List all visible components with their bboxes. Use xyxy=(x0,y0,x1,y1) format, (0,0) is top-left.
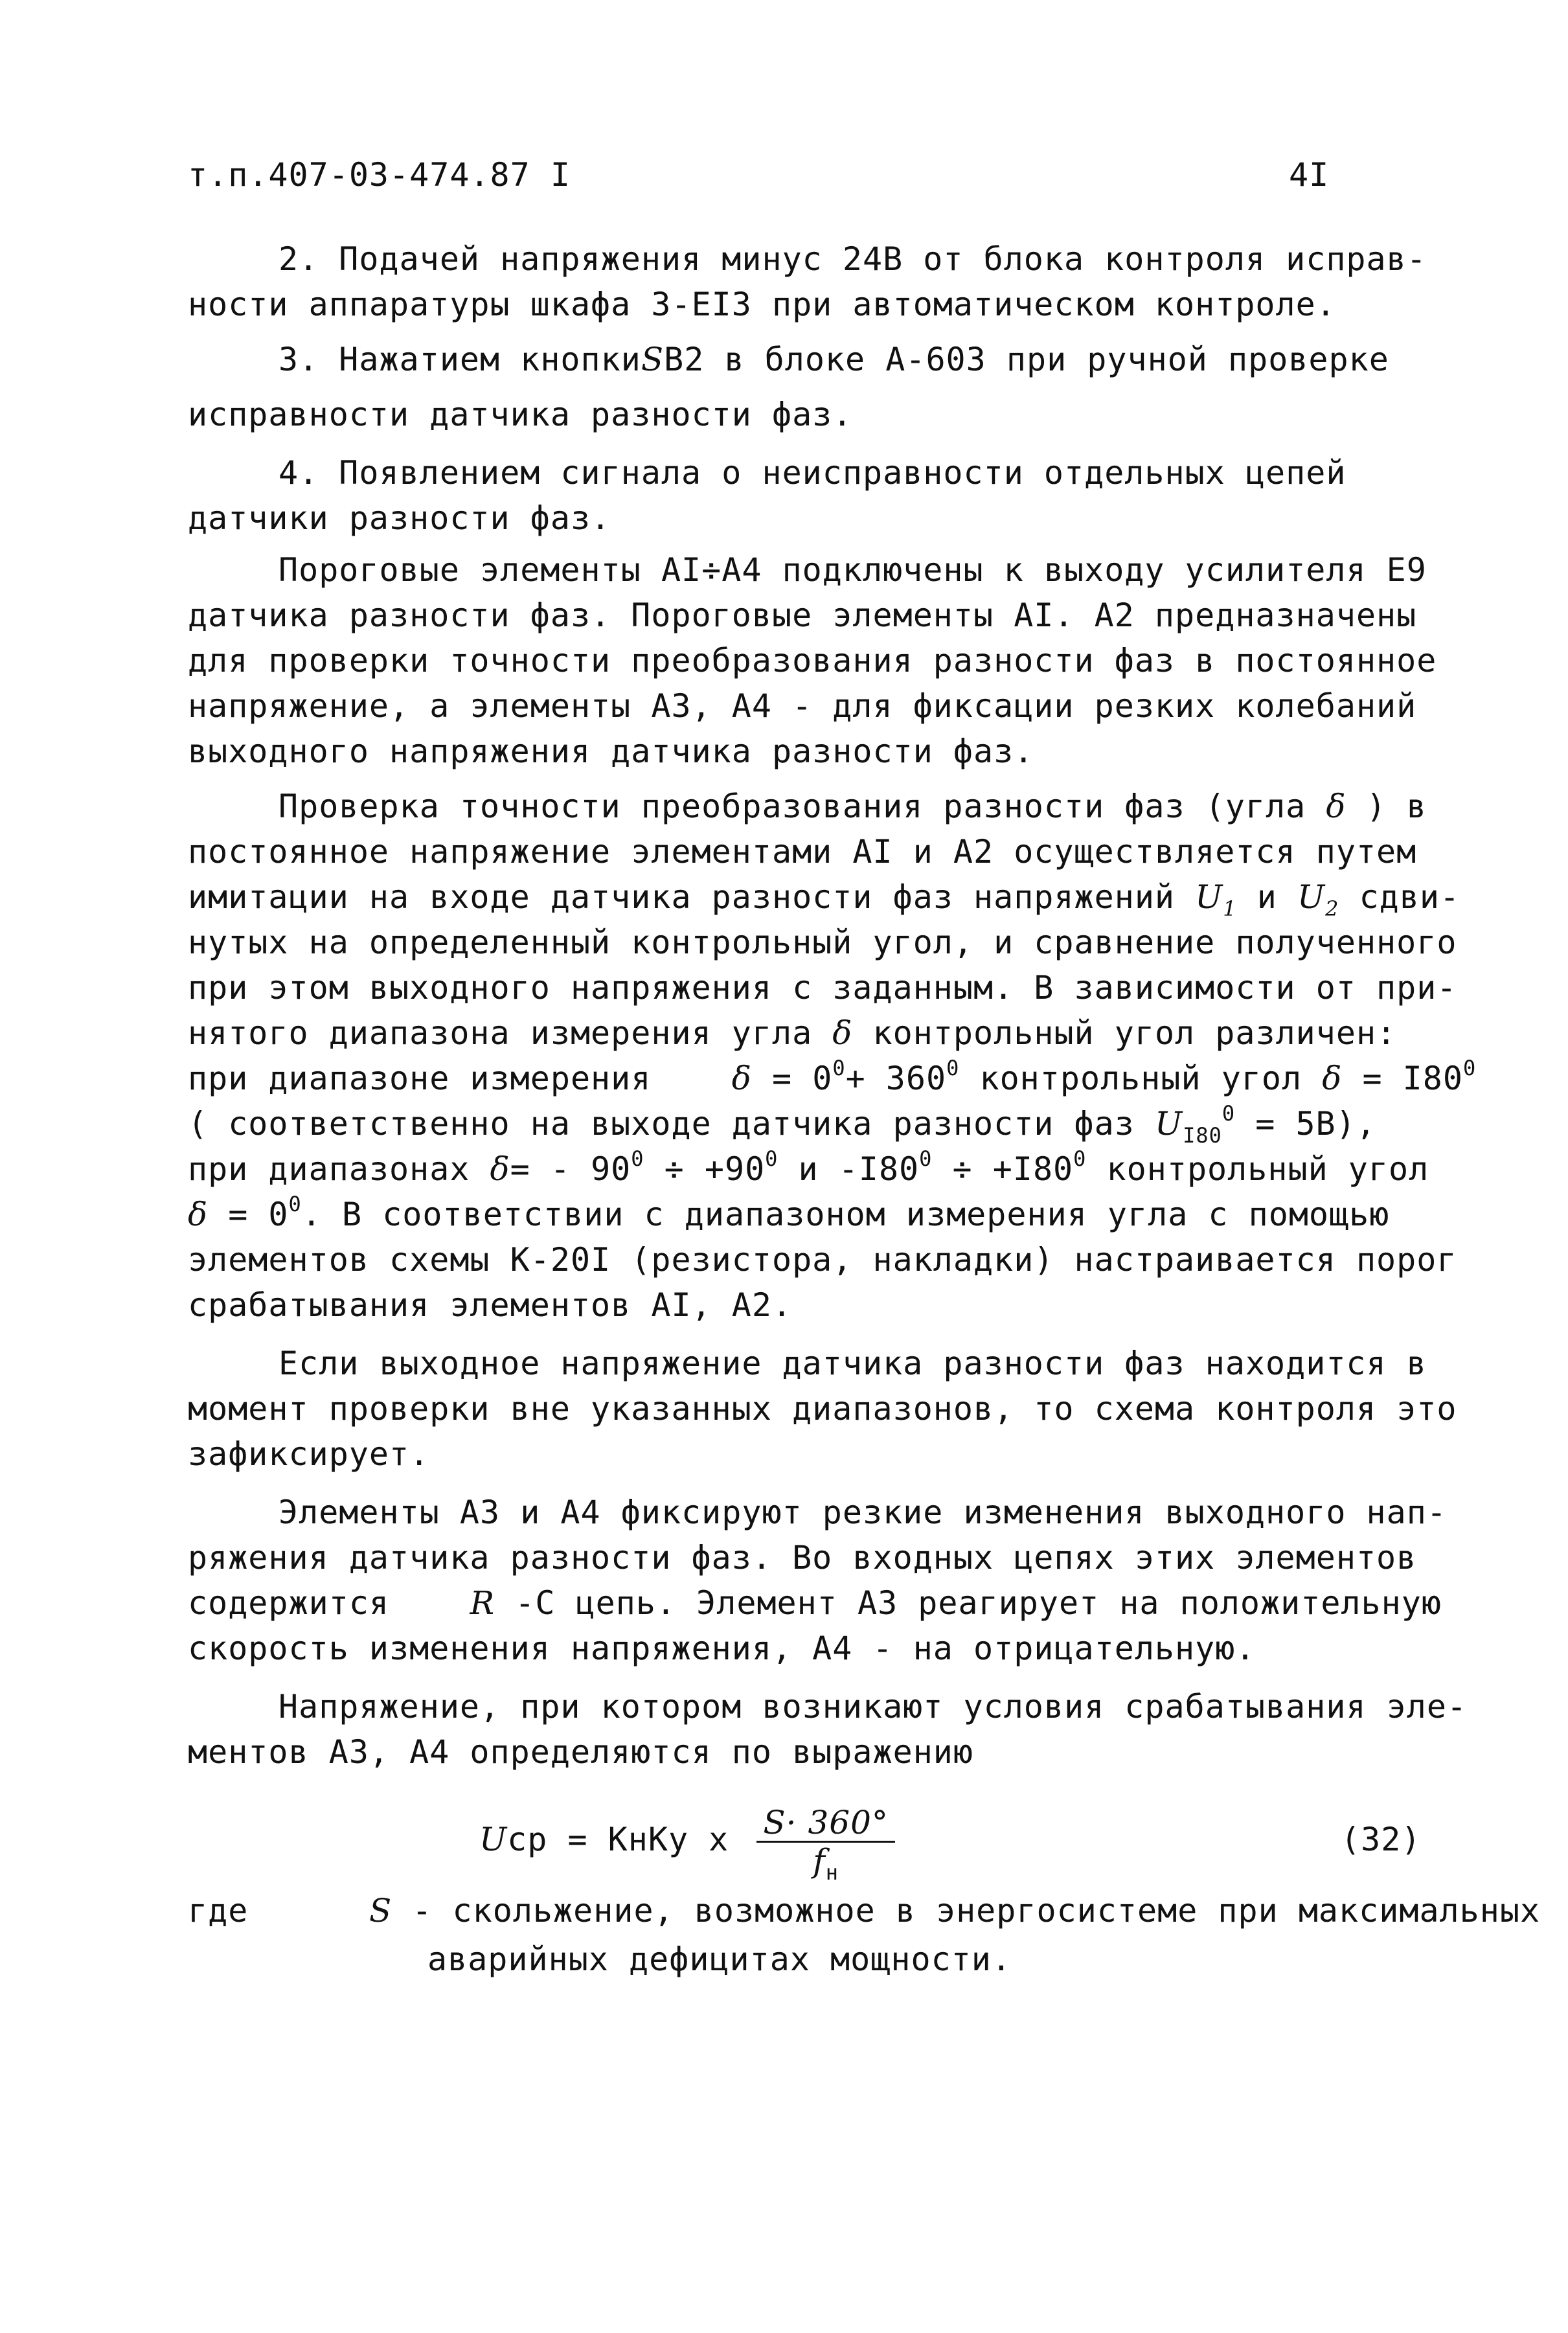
text: контрольный угол xyxy=(1106,1150,1429,1188)
item-4-line-2: датчики разности фаз. xyxy=(188,499,611,537)
page-header xyxy=(188,155,1451,194)
para-3-line-1: Если выходное напряжение датчика разности фаз находится в xyxy=(278,1345,1427,1382)
para-2-line-10 xyxy=(188,1192,1451,1234)
delta-symbol: δ xyxy=(490,1150,510,1188)
text: + 360 xyxy=(845,1060,947,1097)
text: ÷ +I80 xyxy=(952,1150,1074,1188)
para-2-line-11: элементов схемы К-20I (резистора, накладки) настраивается порог xyxy=(188,1241,1457,1279)
degree-sign: 0 xyxy=(946,1056,960,1080)
text: содержится xyxy=(188,1584,390,1622)
para-5-line-1: Напряжение, при котором возникают условия срабатывания эле- xyxy=(278,1688,1468,1725)
delta-symbol: δ xyxy=(188,1196,209,1233)
degree-sign: 0 xyxy=(832,1056,846,1080)
formula-denominator xyxy=(756,1842,894,1885)
u-sub-180: I80 xyxy=(1183,1123,1222,1148)
legend-text-1: - скольжение, возможное в энергосистеме при максимальных xyxy=(412,1892,1541,1929)
item-4-line-1: 4. Появлением сигнала о неисправности отдельных цепей xyxy=(278,454,1346,492)
item-2-line-1: 2. Подачей напряжения минус 24В от блока контроля исправ- xyxy=(278,240,1427,278)
para-3-line-2: момент проверки вне указанных диапазонов, то схема контроля это xyxy=(188,1390,1457,1428)
para-2-line-2: постоянное напряжение элементами АI и А2 осуществляется путем xyxy=(188,833,1417,871)
text: контрольный угол различен: xyxy=(872,1014,1397,1052)
para-2-line-3 xyxy=(188,878,1460,921)
para-2-line-5: при этом выходного напряжения с заданным. В зависимости от при- xyxy=(188,969,1457,1007)
u-symbol: U xyxy=(1154,1105,1183,1143)
text: Проверка точности преобразования разности фаз (угла xyxy=(278,788,1306,825)
text: . В соответствии с диапазоном измерения угла с помощью xyxy=(301,1196,1390,1233)
u-letter: U xyxy=(1297,878,1326,916)
text: = 0 xyxy=(772,1060,833,1097)
item-3-text: 3. Нажатием кнопки xyxy=(278,341,641,378)
degree-sign: 0 xyxy=(631,1146,644,1171)
para-1-line-4: напряжение, а элементы А3, А4 - для фиксации резких колебаний xyxy=(188,687,1417,725)
para-4-line-1: Элементы А3 и А4 фиксируют резкие изменения выходного нап- xyxy=(278,1494,1447,1531)
para-2-line-4: нутых на определенный контрольный угол, и сравнение полученного xyxy=(188,924,1457,961)
para-2-line-8 xyxy=(188,1101,1451,1148)
degree-sign: 0 xyxy=(1221,1101,1236,1126)
para-2-line-9 xyxy=(188,1146,1451,1189)
para-4-line-2: ряжения датчика разности фаз. Во входных цепях этих элементов xyxy=(188,1539,1417,1576)
legend-s-symbol: S xyxy=(369,1892,392,1929)
text: = 5В), xyxy=(1255,1105,1376,1143)
formula-f-sub: н xyxy=(825,1860,839,1885)
degree-sign: 0 xyxy=(288,1192,302,1216)
u2-sub: 2 xyxy=(1325,896,1339,921)
text: = I80 xyxy=(1362,1060,1463,1097)
para-3-line-3: зафиксирует. xyxy=(188,1435,430,1473)
formula-32 xyxy=(479,1794,1256,1885)
text: и -I80 xyxy=(798,1150,920,1188)
equation-number: (32) xyxy=(1341,1821,1422,1858)
legend-line-2: аварийных дефицитах мощности. xyxy=(427,1940,1012,1978)
page-number-box xyxy=(1289,155,1367,194)
formula-u-sub: ср xyxy=(507,1821,548,1858)
text: имитации на входе датчика разности фаз напряжений xyxy=(188,878,1176,916)
text: = 0 xyxy=(228,1196,289,1233)
degree-sign: 0 xyxy=(919,1146,933,1171)
page-number: 4I xyxy=(1289,156,1330,194)
formula-f-symbol: f xyxy=(813,1842,826,1880)
formula-u-symbol: U xyxy=(479,1821,508,1858)
text: контрольный угол xyxy=(979,1060,1302,1097)
text: ( соответственно на выходе датчика разности фаз xyxy=(188,1105,1135,1143)
degree-sign: 0 xyxy=(1462,1056,1477,1080)
para-4-line-4: скорость изменения напряжения, А4 - на отрицательную. xyxy=(188,1630,1256,1667)
para-1-line-1: Пороговые элементы АI÷А4 подключены к выходу усилителя Е9 xyxy=(278,551,1427,589)
text: при диапазоне измерения xyxy=(188,1060,652,1097)
u-letter: U xyxy=(1195,878,1223,916)
para-2-line-6 xyxy=(188,1014,1451,1053)
button-symbol-s: S xyxy=(641,341,665,378)
legend-where: где xyxy=(188,1892,249,1929)
item-2-line-2: ности аппаратуры шкафа 3-ЕI3 при автоматическом контроле. xyxy=(188,286,1336,323)
text: сдви- xyxy=(1359,878,1460,916)
item-3-line-2: исправности датчика разности фаз. xyxy=(188,396,853,433)
text: и xyxy=(1256,878,1277,916)
u1-symbol xyxy=(1195,878,1237,921)
formula-fraction xyxy=(756,1804,894,1885)
delta-symbol: δ xyxy=(731,1060,752,1097)
u1-sub: 1 xyxy=(1223,896,1237,921)
text: ÷ +90 xyxy=(664,1150,766,1188)
degree-sign: 0 xyxy=(765,1146,778,1171)
delta-symbol: δ xyxy=(832,1014,853,1052)
delta-symbol: δ xyxy=(1322,1060,1343,1097)
delta-symbol: δ xyxy=(1326,788,1346,825)
text: = - 90 xyxy=(510,1150,631,1188)
item-3-text-rest: В2 в блоке А-603 при ручной проверке xyxy=(664,341,1389,378)
para-5-line-2: ментов А3, А4 определяются по выражению xyxy=(188,1733,973,1771)
para-1-line-3: для проверки точности преобразования разности фаз в постоянное xyxy=(188,642,1437,679)
para-2-line-12: срабатывания элементов АI, А2. xyxy=(188,1286,793,1324)
r-symbol: R xyxy=(470,1584,495,1622)
degree-sign: 0 xyxy=(1073,1146,1087,1171)
text: нятого диапазона измерения угла xyxy=(188,1014,813,1052)
para-1-line-2: датчика разности фаз. Пороговые элементы АI. А2 предназначены xyxy=(188,597,1417,634)
para-1-line-5: выходного напряжения датчика разности фаз. xyxy=(188,733,1034,770)
formula-numerator: S· 360° xyxy=(756,1804,894,1843)
text: -С цепь. Элемент А3 реагирует на положительную xyxy=(515,1584,1442,1622)
legend-line-1 xyxy=(188,1891,1541,1930)
text: при диапазонах xyxy=(188,1150,470,1188)
para-4-line-3 xyxy=(188,1584,1451,1622)
formula-middle: = КнКу х xyxy=(567,1821,729,1858)
u2-symbol xyxy=(1297,878,1339,921)
para-2-line-7 xyxy=(188,1056,1477,1098)
document-code: т.п.407-03-474.87 I xyxy=(188,156,571,194)
text: ) в xyxy=(1366,788,1427,825)
para-2-line-1 xyxy=(278,787,1541,826)
item-3-line-1 xyxy=(278,340,1541,379)
